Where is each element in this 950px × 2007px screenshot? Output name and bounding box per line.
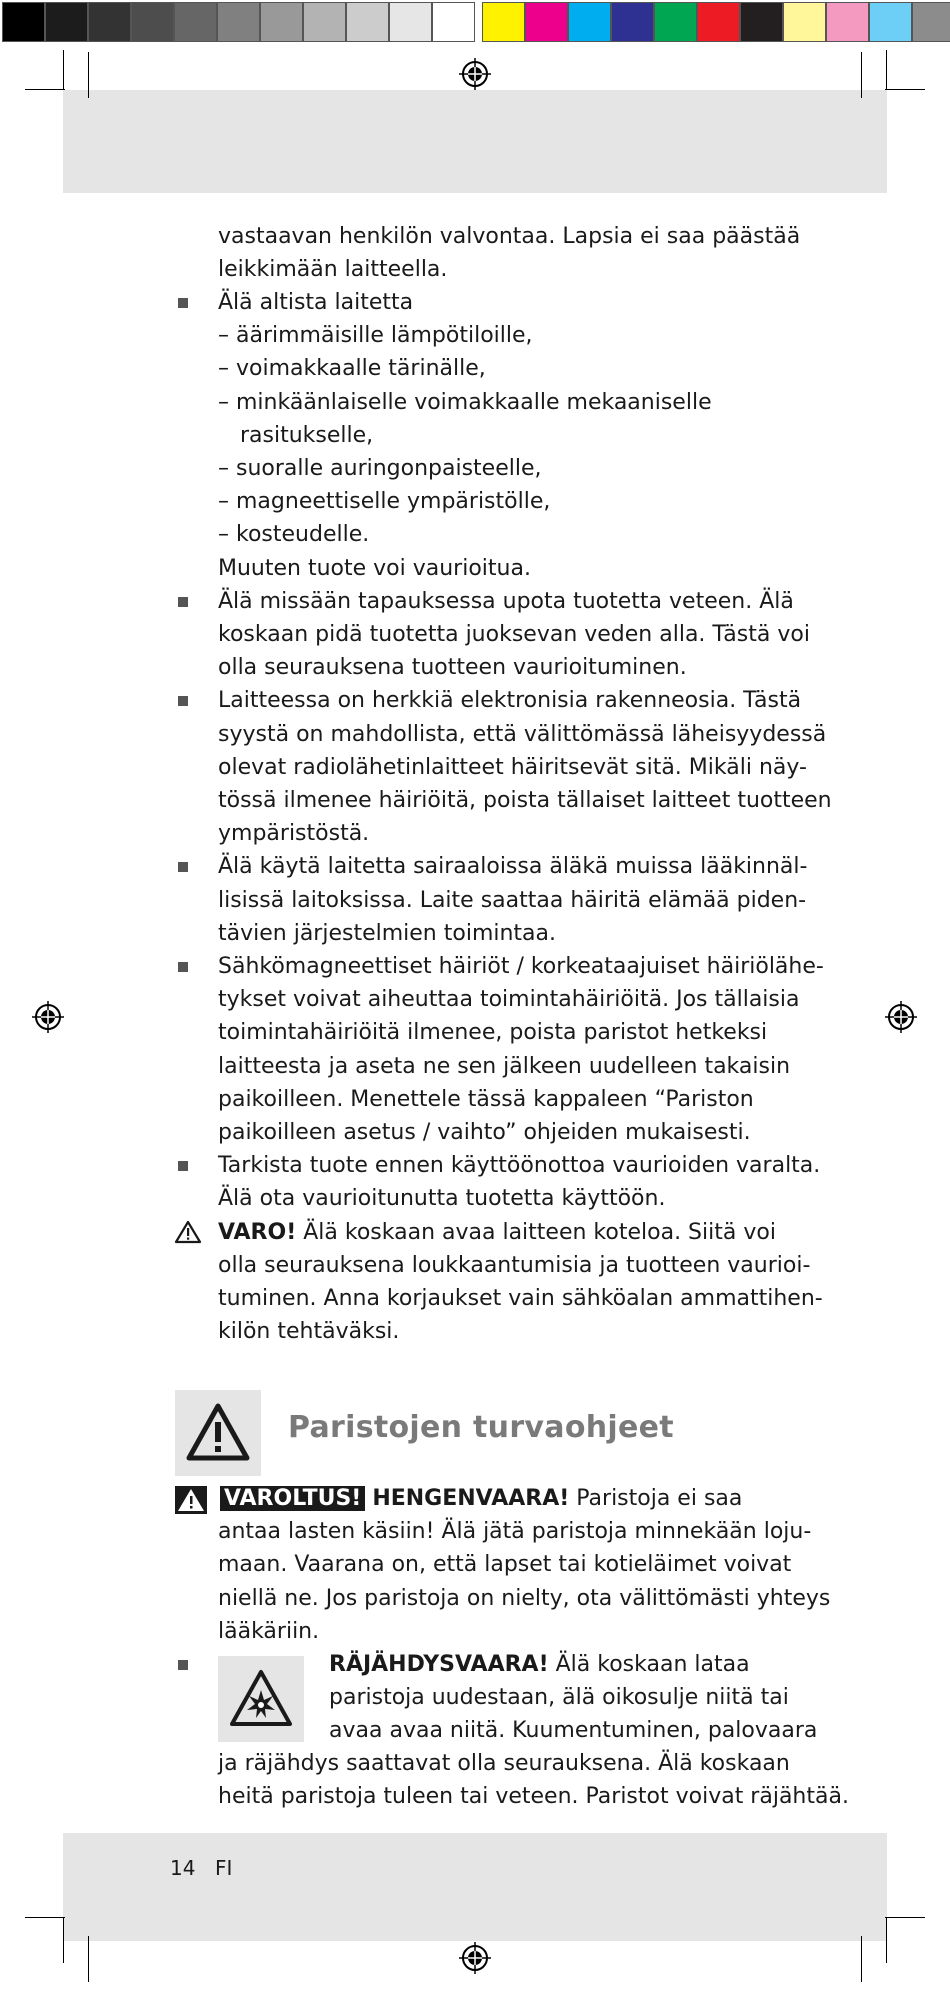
- warning-triangle-icon: [185, 1402, 251, 1462]
- text-line: tykset voivat aiheuttaa toimintahäiriöitä. Jos tällaisia: [218, 987, 800, 1012]
- text-line: heitä paristoja tuleen tai veteen. Paristot voivat räjähtää.: [218, 1784, 849, 1809]
- explosion-hazard-icon: [228, 1668, 294, 1728]
- text-line: – voimakkaalle tärinälle,: [218, 356, 486, 381]
- caution-triangle-icon: [174, 1220, 202, 1244]
- text-line: olevat radiolähetinlaitteet häiritsevät sitä. Mikäli näy-: [218, 755, 807, 780]
- bullet-icon: [178, 1660, 188, 1670]
- text-line: Älä missään tapauksessa upota tuotetta veteen. Älä: [218, 589, 794, 614]
- text-line: vastaavan henkilön valvontaa. Lapsia ei saa päästää: [218, 224, 801, 249]
- bullet-icon: [178, 1161, 188, 1171]
- gray-swatch: [131, 2, 174, 42]
- text-line: niellä ne. Jos paristoja on nielty, ota välittömästi yhteys: [218, 1586, 831, 1611]
- color-swatch: [568, 2, 611, 42]
- text-line: lisissä laitoksissa. Laite saattaa häiritä elämää piden-: [218, 888, 807, 913]
- text-line: Tarkista tuote ennen käyttöönottoa vaurioiden varalta.: [218, 1153, 821, 1178]
- footer-band: [63, 1833, 887, 1941]
- bullet-icon: [178, 862, 188, 872]
- text-line: Älä käytä laitetta sairaaloissa äläkä muissa lääkinnäl-: [218, 854, 808, 879]
- text-line: laitteesta ja aseta ne sen jälkeen uudelleen takaisin: [218, 1054, 791, 1079]
- text-line: leikkimään laitteella.: [218, 257, 448, 282]
- varo-text: Älä koskaan avaa laitteen koteloa. Siitä voi: [296, 1220, 776, 1245]
- text-line: – kosteudelle.: [218, 522, 370, 547]
- gray-swatch: [45, 2, 88, 42]
- crop-mark: [886, 1917, 887, 1963]
- color-swatch: [869, 2, 912, 42]
- explosion-icon-box: [218, 1656, 304, 1742]
- text-line: Muuten tuote voi vaurioitua.: [218, 556, 531, 581]
- text-line: – suoralle auringonpaisteelle,: [218, 456, 542, 481]
- varo-line: [218, 1216, 776, 1249]
- registration-mark-icon: [32, 1001, 64, 1033]
- text-line: – magneettiselle ympäristölle,: [218, 489, 551, 514]
- gray-swatch: [88, 2, 131, 42]
- color-swatch: [697, 2, 740, 42]
- text-line: antaa lasten käsiin! Älä jätä paristoja minnekään loju-: [218, 1519, 812, 1544]
- text-line: syystä on mahdollista, että välittömässä läheisyydessä: [218, 722, 827, 747]
- text-line: avaa avaa niitä. Kuumentuminen, palovaara: [329, 1718, 818, 1743]
- gray-swatch: [174, 2, 217, 42]
- registration-mark-icon: [885, 1001, 917, 1033]
- gray-swatch: [389, 2, 432, 42]
- crop-mark: [885, 1917, 925, 1918]
- crop-mark: [885, 89, 925, 90]
- text-line: tössä ilmenee häiriöitä, poista tällaiset laitteet tuotteen: [218, 788, 832, 813]
- section-icon-box: [175, 1390, 261, 1476]
- varoltus-text: Paristoja ei saa: [569, 1486, 743, 1511]
- text-line: Sähkömagneettiset häiriöt / korkeataajuiset häiriölähe-: [218, 954, 824, 979]
- varoltus-line: [220, 1482, 742, 1515]
- color-calibration-strip: [0, 0, 950, 44]
- text-line: lääkäriin.: [218, 1619, 320, 1644]
- color-swatch: [912, 2, 950, 42]
- crop-mark: [25, 1917, 65, 1918]
- crop-mark: [861, 1936, 862, 1982]
- text-line: – äärimmäisille lämpötiloille,: [218, 323, 533, 348]
- color-swatch: [826, 2, 869, 42]
- varoltus-badge: VAROLTUS!: [220, 1486, 365, 1511]
- registration-mark-icon: [459, 1942, 491, 1974]
- text-line: tuminen. Anna korjaukset vain sähköalan ammattihen-: [218, 1286, 823, 1311]
- crop-mark: [861, 52, 862, 98]
- text-line: paikoilleen. Menettele tässä kappaleen “Pariston: [218, 1087, 754, 1112]
- text-line: olla seurauksena loukkaantumisia ja tuotteen vaurioi-: [218, 1253, 811, 1278]
- text-line: koskaan pidä tuotetta juoksevan veden alla. Tästä voi: [218, 622, 810, 647]
- color-swatch: [611, 2, 654, 42]
- gray-swatch: [260, 2, 303, 42]
- text-line: kilön tehtäväksi.: [218, 1319, 400, 1344]
- gray-swatch: [432, 2, 475, 42]
- crop-mark: [88, 1936, 89, 1982]
- header-band: [63, 90, 887, 193]
- gray-swatch: [2, 2, 45, 42]
- text-line: toimintahäiriöitä ilmenee, poista paristot hetkeksi: [218, 1020, 768, 1045]
- crop-mark: [63, 50, 64, 90]
- bullet-icon: [178, 298, 188, 308]
- color-swatch: [525, 2, 568, 42]
- color-swatch: [482, 2, 525, 42]
- bullet-icon: [178, 597, 188, 607]
- text-line: paikoilleen asetus / vaihto” ohjeiden mukaisesti.: [218, 1120, 751, 1145]
- text-line: ympäristöstä.: [218, 821, 370, 846]
- crop-mark: [25, 89, 65, 90]
- text-line: rasitukselle,: [240, 423, 374, 448]
- crop-mark: [886, 50, 887, 90]
- varo-label: VARO!: [218, 1220, 297, 1245]
- explosion-line: [329, 1648, 750, 1681]
- text-line: paristoja uudestaan, älä oikosulje niitä tai: [329, 1685, 789, 1710]
- gray-swatch: [303, 2, 346, 42]
- bullet-icon: [178, 962, 188, 972]
- color-swatch: [783, 2, 826, 42]
- text-line: Älä altista laitetta: [218, 290, 414, 315]
- page-number: 14: [170, 1856, 196, 1880]
- hengenvaara-label: HENGENVAARA!: [372, 1486, 570, 1511]
- crop-mark: [63, 1917, 64, 1963]
- warning-filled-triangle-icon: [175, 1486, 207, 1514]
- gray-swatch: [217, 2, 260, 42]
- gray-swatch: [346, 2, 389, 42]
- text-line: maan. Vaarana on, että lapset tai kotieläimet voivat: [218, 1552, 792, 1577]
- explosion-label: RÄJÄHDYSVAARA!: [329, 1652, 549, 1677]
- bullet-icon: [178, 696, 188, 706]
- color-swatch: [654, 2, 697, 42]
- registration-mark-icon: [459, 58, 491, 90]
- text-line: olla seurauksena tuotteen vaurioituminen.: [218, 655, 687, 680]
- text-line: ja räjähdys saattavat olla seurauksena. Älä koskaan: [218, 1751, 790, 1776]
- text-line: Laitteessa on herkkiä elektronisia rakenneosia. Tästä: [218, 688, 802, 713]
- text-line: tävien järjestelmien toimintaa.: [218, 921, 557, 946]
- text-line: Älä ota vaurioitunutta tuotetta käyttöön.: [218, 1186, 666, 1211]
- section-title: Paristojen turvaohjeet: [288, 1410, 674, 1445]
- explosion-text: Älä koskaan lataa: [548, 1652, 750, 1677]
- crop-mark: [88, 52, 89, 98]
- text-line: – minkäänlaiselle voimakkaalle mekaaniselle: [218, 390, 712, 415]
- color-swatch: [740, 2, 783, 42]
- language-code: FI: [215, 1856, 233, 1880]
